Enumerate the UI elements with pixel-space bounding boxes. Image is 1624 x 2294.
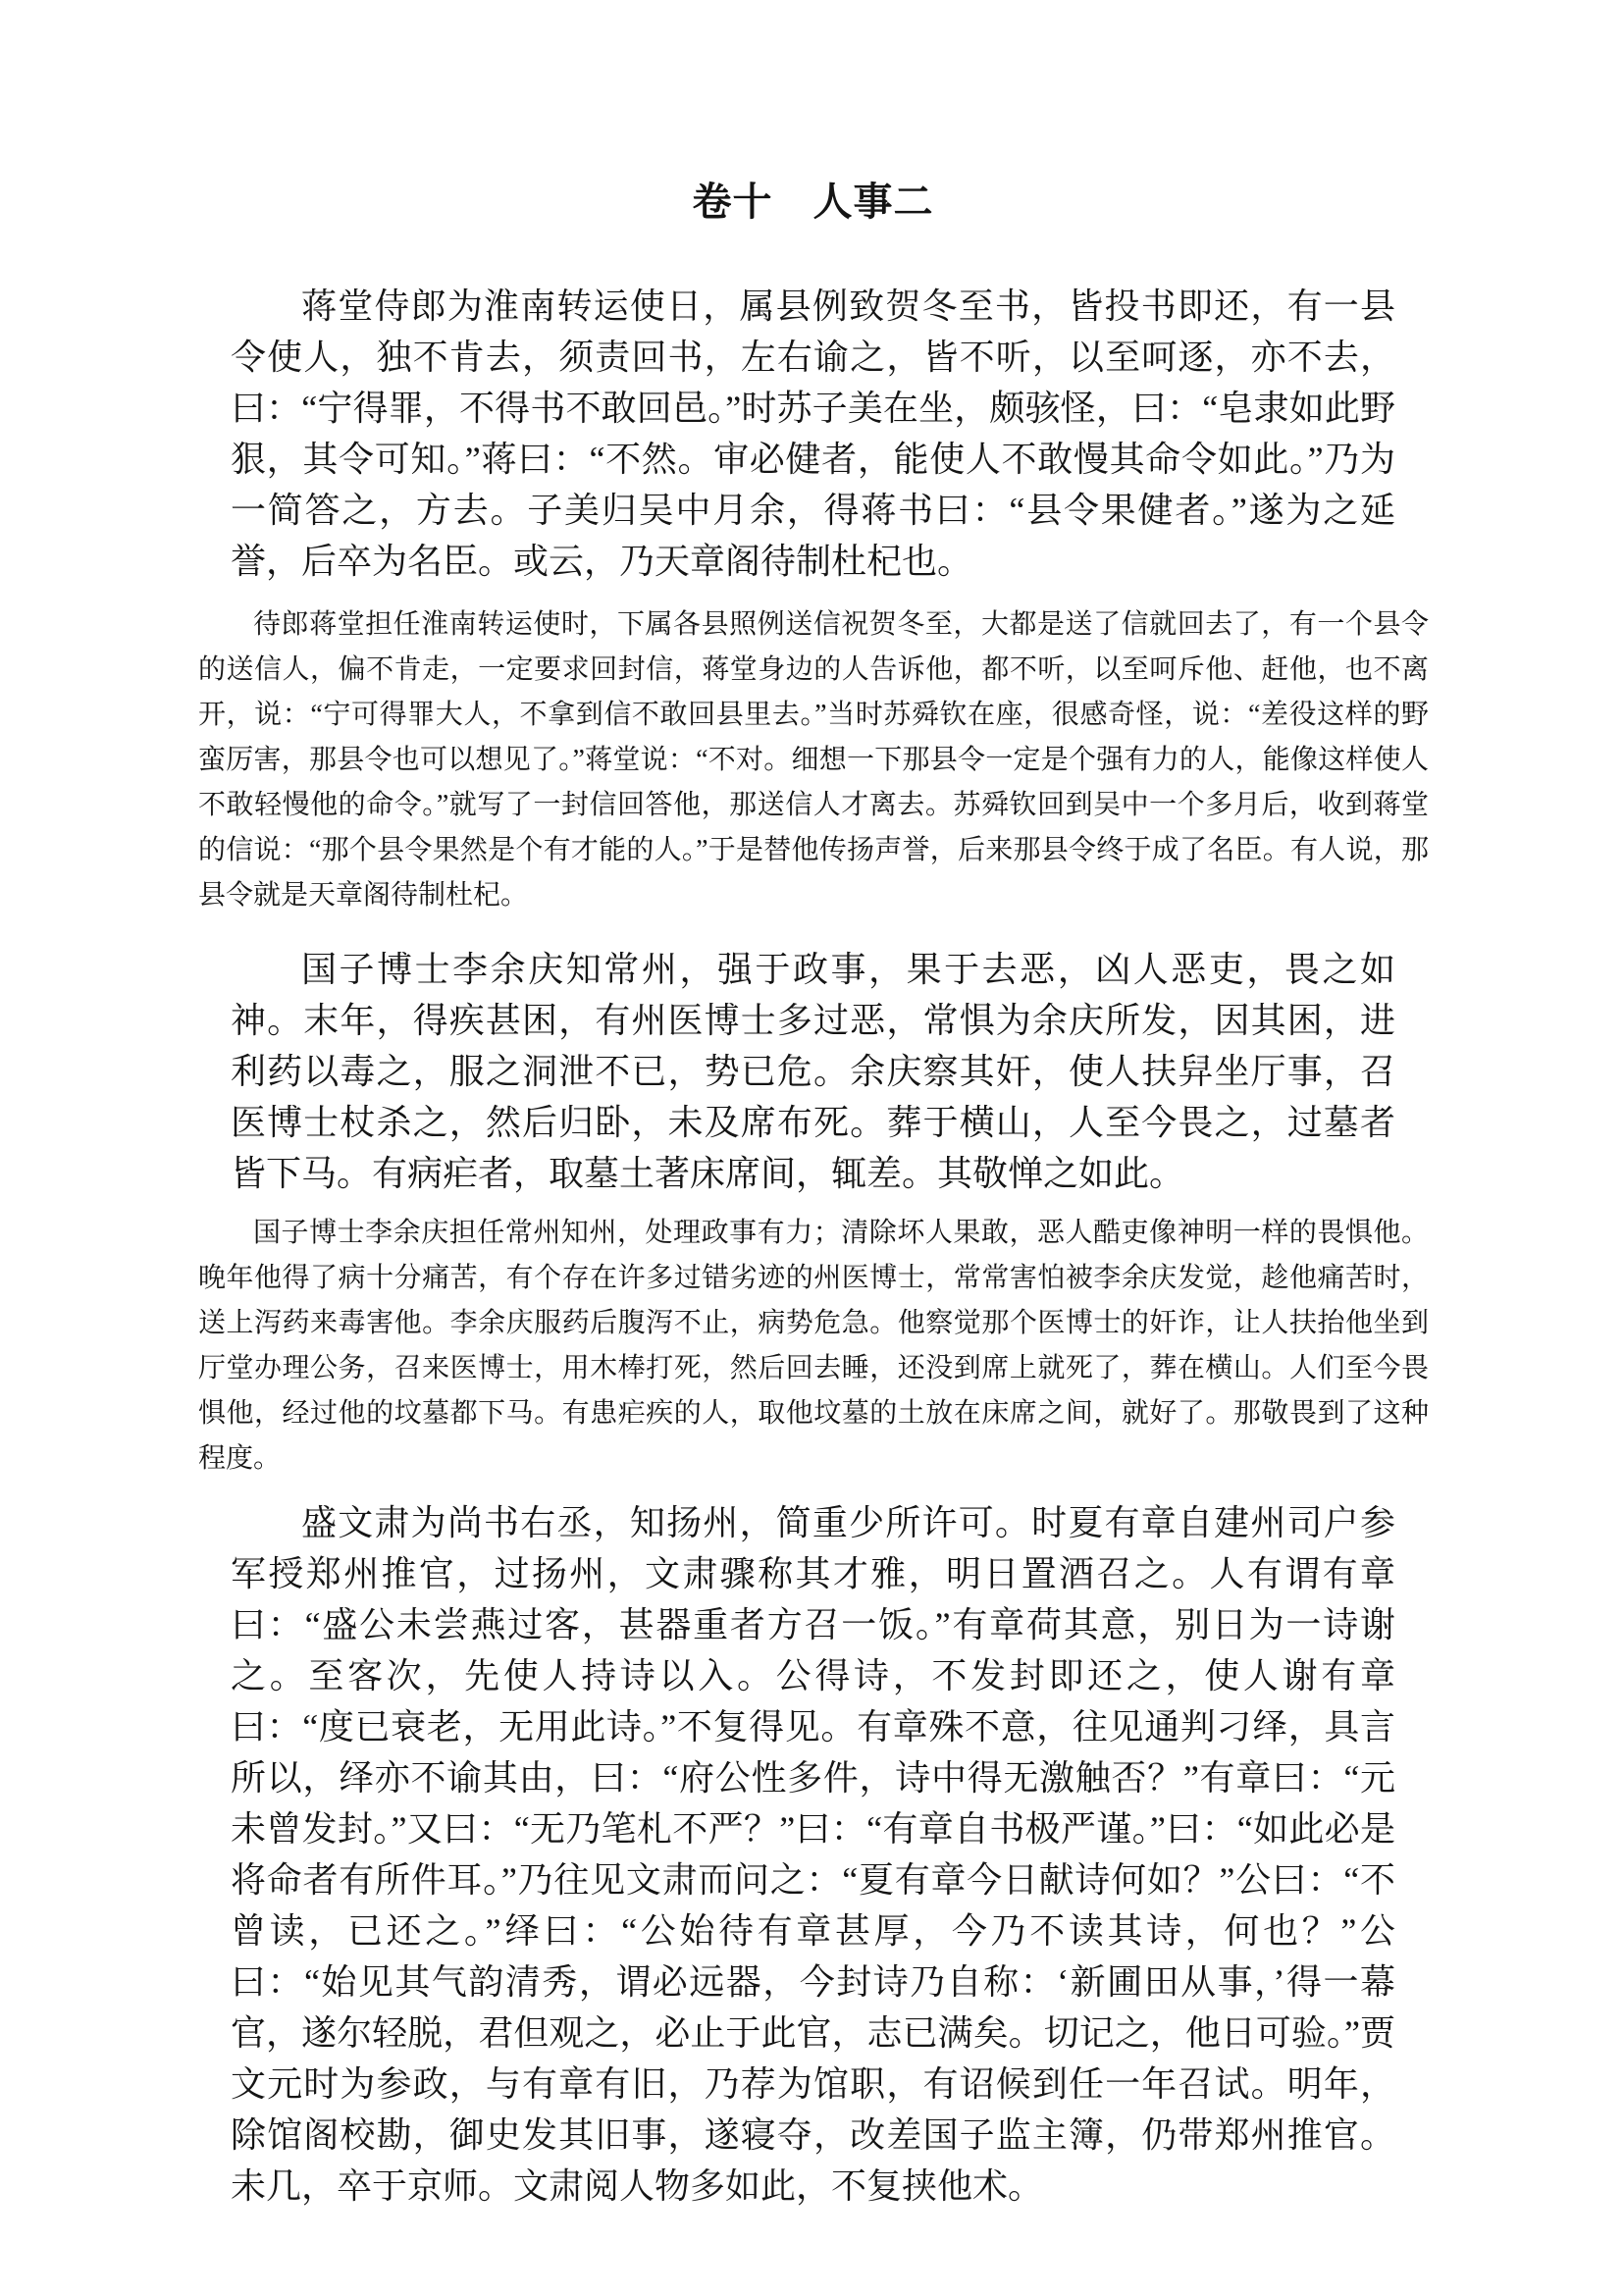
- classical-paragraph-2: 国子博士李余庆知常州，强于政事，果于去恶，凶人恶吏，畏之如神。末年，得疾甚困，有州医博士多过恶，常惧为余庆所发，因其困，进利药以毒之，服之洞泄不已，势已危。余庆察其奸，使人扶舁坐厅事，召医博士杖杀之，然后归卧，未及席布死。葬于横山，人至今畏之，过墓者皆下马。有病疟者，取墓土著床席间，辄差。其敬惮之如此。: [231, 950, 1395, 1193]
- translation-paragraph-2: 国子博士李余庆担任常州知州，处理政事有力；清除坏人果敢，恶人酷吏像神明一样的畏惧他。晚年他得了病十分痛苦，有个存在许多过错劣迹的州医博士，常常害怕被李余庆发觉，趁他痛苦时，送上泻药来毒害他。李余庆服药后腹泻不止，病势危急。他察觉那个医博士的奸诈，让人扶抬他坐到厅堂办理公务，召来医博士，用木棒打死，然后回去睡，还没到席上就死了，葬在横山。人们至今畏惧他，经过他的坟墓都下马。有患疟疾的人，取他坟墓的土放在床席之间，就好了。那敬畏到了这种程度。: [198, 1218, 1429, 1474]
- translation-paragraph-1: 待郎蒋堂担任淮南转运使时，下属各县照例送信祝贺冬至，大都是送了信就回去了，有一个县令的送信人，偏不肯走，一定要求回封信，蒋堂身边的人告诉他，都不听，以至呵斥他、赶他，也不离开，说：“宁可得罪大人，不拿到信不敢回县里去。”当时苏舜钦在座，很感奇怪，说：“差役这样的野蛮厉害，那县令也可以想见了。”蒋堂说：“不对。细想一下那县令一定是个强有力的人，能像这样使人不敢轻慢他的命令。”就写了一封信回答他，那送信人才离去。苏舜钦回到吴中一个多月后，收到蒋堂的信说：“那个县令果然是个有才能的人。”于是替他传扬声誉，后来那县令终于成了名臣。有人说，那县令就是天章阁待制杜杞。: [198, 609, 1429, 911]
- classical-paragraph-1: 蒋堂侍郎为淮南转运使日，属县例致贺冬至书，皆投书即还，有一县令使人，独不肯去，须责回书，左右谕之，皆不听，以至呵逐，亦不去，曰：“宁得罪，不得书不敢回邑。”时苏子美在坐，颇骇怪，曰：“皂隶如此野狠，其令可知。”蒋曰：“不然。审必健者，能使人不敢慢其命令如此。”乃为一简答之，方去。子美归吴中月余，得蒋书曰：“县令果健者。”遂为之延誉，后卒为名臣。或云，乃天章阁待制杜杞也。: [231, 287, 1395, 581]
- classical-paragraph-3: 盛文肃为尚书右丞，知扬州，简重少所许可。时夏有章自建州司户参军授郑州推官，过扬州，文肃骤称其才雅，明日置酒召之。人有谓有章曰：“盛公未尝燕过客，甚器重者方召一饭。”有章荷其意，别日为一诗谢之。至客次，先使人持诗以入。公得诗，不发封即还之，使人谢有章曰：“度已衰老，无用此诗。”不复得见。有章殊不意，往见通判刁绎，具言所以，绎亦不谕其由，曰：“府公性多件，诗中得无激触否？”有章曰：“元未曾发封。”又曰：“无乃笔札不严？”曰：“有章自书极严谨。”曰：“如此必是将命者有所件耳。”乃往见文肃而问之：“夏有章今日献诗何如？”公曰：“不曾读，已还之。”绎曰：“公始待有章甚厚，今乃不读其诗，何也？”公曰：“始见其气韵清秀，谓必远器，今封诗乃自称：‘新圃田从事，’得一幕官，遂尔轻脱，君但观之，必止于此官，志已满矣。切记之，他日可验。”贾文元时为参政，与有章有旧，乃荐为馆职，有诏候到任一年召试。明年，除馆阁校勘，御史发其旧事，遂寝夺，改差国子监主簿，仍带郑州推官。未几，卒于京师。文肃阅人物多如此，不复挟他术。: [231, 1503, 1395, 2206]
- page-title: 卷十 人事二: [692, 181, 934, 224]
